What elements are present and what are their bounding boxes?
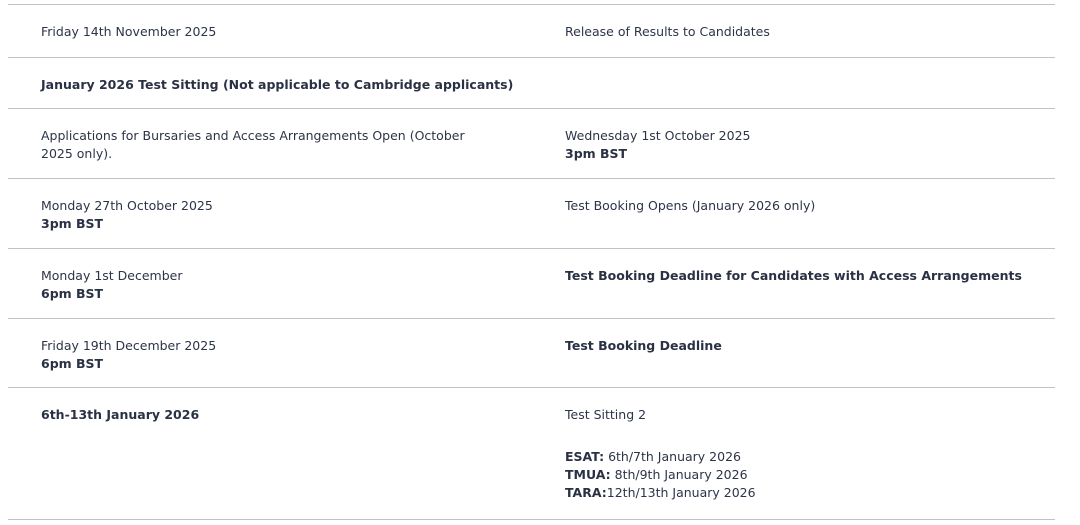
section-heading-row xyxy=(8,58,1055,109)
date-text: Friday 19th December 2025 xyxy=(41,338,217,353)
test-dates: 8th/9th January 2026 xyxy=(610,467,748,482)
date-text: Monday 1st December xyxy=(41,268,183,283)
test-line-tara xyxy=(565,484,1045,502)
date-cell: 6th-13th January 2026 xyxy=(41,407,200,422)
table-row xyxy=(8,319,1055,388)
event-title: Test Sitting 2 xyxy=(565,407,647,422)
test-dates: 6th/7th January 2026 xyxy=(604,449,741,464)
event-cell: Test Booking Deadline for Candidates with Access Arrangements xyxy=(565,268,1022,283)
event-cell: Applications for Bursaries and Access Arrangements Open (October 2025 only). xyxy=(41,128,465,161)
event-cell: Test Booking Deadline xyxy=(565,338,722,353)
table-row xyxy=(8,179,1055,249)
date-text: Monday 27th October 2025 xyxy=(41,198,213,213)
date-cell xyxy=(41,267,491,303)
event-cell xyxy=(565,406,1045,502)
test-name: TMUA: xyxy=(565,467,611,482)
event-cell: Release of Results to Candidates xyxy=(565,24,770,39)
time-text: 3pm BST xyxy=(41,216,104,231)
time-text: 6pm BST xyxy=(41,356,104,371)
table-row xyxy=(8,109,1055,179)
date-cell: Friday 14th November 2025 xyxy=(41,24,217,39)
table-row xyxy=(8,5,1055,58)
key-dates-table xyxy=(8,4,1055,520)
event-cell: Test Booking Opens (January 2026 only) xyxy=(565,198,816,213)
date-cell xyxy=(41,197,491,233)
test-line-esat xyxy=(565,448,1045,466)
section-heading: January 2026 Test Sitting (Not applicable to Cambridge applicants) xyxy=(41,77,514,92)
time-text: 6pm BST xyxy=(41,286,104,301)
table-row xyxy=(8,249,1055,319)
date-cell xyxy=(41,337,491,373)
test-dates: 12th/13th January 2026 xyxy=(606,485,756,500)
test-name: ESAT: xyxy=(565,449,605,464)
table-row xyxy=(8,388,1055,520)
date-cell xyxy=(565,127,1045,163)
test-name: TARA: xyxy=(565,485,607,500)
date-text: Wednesday 1st October 2025 xyxy=(565,128,751,143)
test-line-tmua xyxy=(565,466,1045,484)
time-text: 3pm BST xyxy=(565,146,628,161)
